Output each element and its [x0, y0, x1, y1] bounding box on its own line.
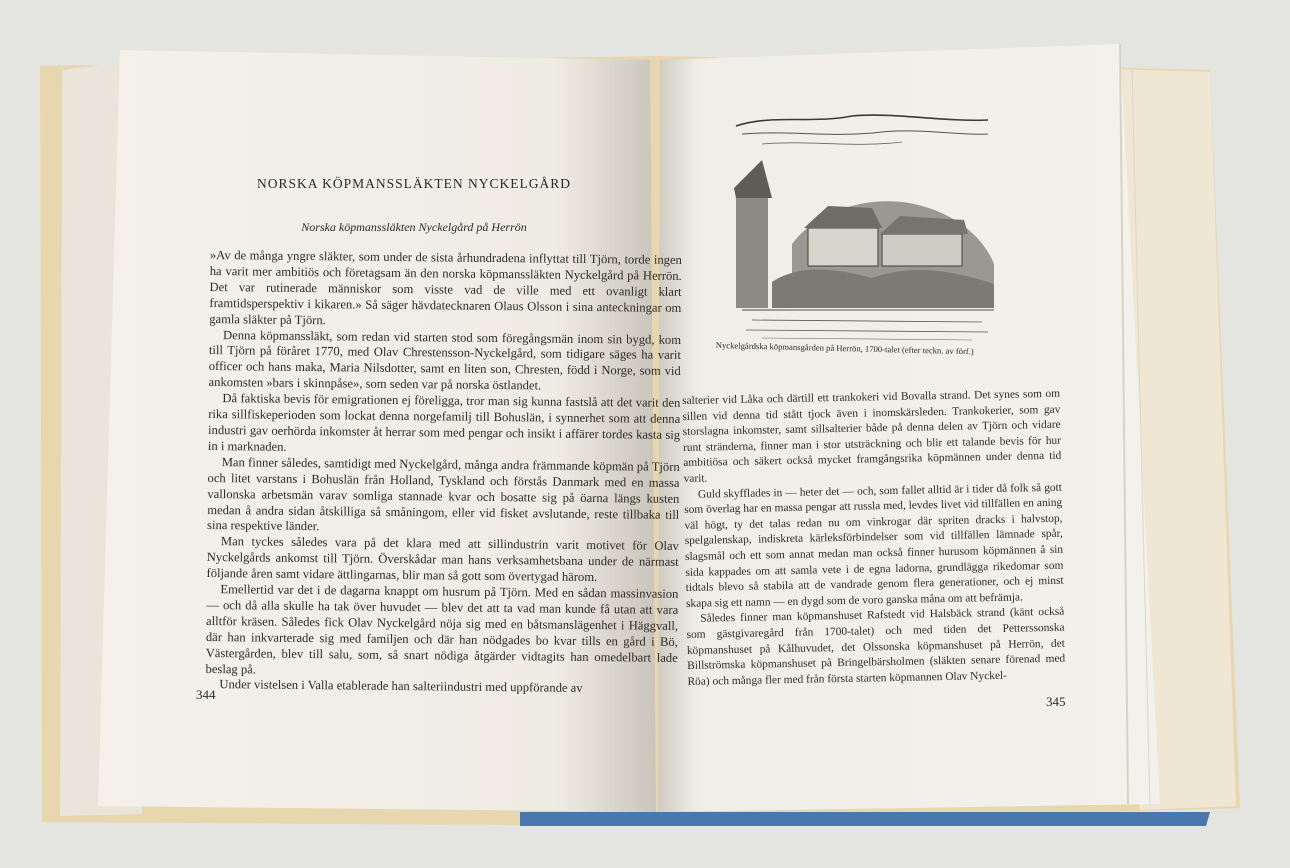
paragraph: Man tyckes således vara på det klara med att sillindustrin varit motivet för Olav Nyckelgårds ankomst till Tjörn. Överskådar man hans verksamhetsbana under de närmast följande åren samt vidare ättlingarnas, blir man så gott som övertygad härom.: [206, 534, 679, 585]
left-page: [140, 60, 682, 810]
paragraph: »Av de många yngre släkter, som under de sista århundradena inflyttat till Tjörn, torde ingen ha varit mer ambitiös och företagsam än den norska köpmanssläkten Nyckelgård på Herrön. Det var rutinerade människor som visste vad de ville med ett ovanligt klart framtidsperspektiv i kikaren.» Så säger hävdatecknaren Olaus Olsson i sina anteckningar om gamla släkter på Tjörn.: [209, 248, 682, 327]
right-page: [668, 70, 1128, 790]
paragraph: Guld skyfflades in — heter det — och, som fallet alltid är i tider då folk så gott som överlag har en massa pengar att russla med, levdes livet vid tillfällen en aning väl högt, ty det talas redan nu om vinkrogar där spriten dracks i halvstop, spelgalenskap, indiskreta kärleksförbindelser som vid tillfällen lämnade spår, slagsmål och ett som annat medan man också finner hurusom köpmännen å sin sida kappades om att samla vete i de egna ladorna, grundlägga rikedomar som tidtals blevo så stabila att de vandrade genom flera generationer, och ej minst skapa sig ett namn — en dygd som de voro ganska måna om att befrämja.: [684, 481, 1064, 610]
paragraph: Under vistelsen i Valla etablerade han salteriindustri med uppförande av: [219, 677, 583, 696]
chapter-subtitle: Norska köpmanssläkten Nyckelgård på Herrön: [301, 220, 527, 234]
right-body-text: [682, 387, 1066, 690]
paragraph: Således finner man köpmanshuset Rafstedt vid Halsbäck strand (känt också som gästgivaregård från 1700-talet) och med tiden det Petterssonska köpmanshuset på Kålhuvudet, det Olssonska köpmanshuset på Herrön, det Billströmska köpmanshuset på Bringelbärsholmen (släkten senare förenad med Röa) och många fler med från första starten köpmannen Olav Nyckel-: [686, 606, 1066, 688]
paragraph: Man finner således, samtidigt med Nyckelgård, många andra främmande köpmän på Tjörn och litet varstans i Bohuslän från Holland, Tyskland och förstås Danmark med en massa vallonska arbetsmän varav somliga stannade kvar och bosatte sig på öarna längs kusten medan å andra sidan åtskilliga så småningom, eller vid fisket avslutande, reste tillbaka till sina respektive länder.: [207, 454, 680, 534]
left-body-text: [205, 248, 682, 698]
paragraph: Denna köpmanssläkt, som redan vid starten stod som föregångsmän inom sin bygd, kom till Tjörn på föråret 1770, med Olav Chrestensson-Nyckelgård, som tidigare säges ha varit officer och hans maka, Maria Nilsdotter, samt en liten son, Chresten, född i Norge, som vid ankomsten »bars i skinnpåse», som seden var på norska östlandet.: [208, 327, 682, 393]
house-sketch-icon: [732, 94, 998, 344]
paragraph: Emellertid var det i de dagarna knappt om husrum på Tjörn. Med en sådan massinvasion — och då alla skulle ha tak över huvudet — blev det att ta vad man kunde få utan att vara alltför kräsen. Således fick Olav Nyckelgård nöja sig med en båtsmanslägenhet i Häggvall, där han inkvarterade sig med familjen och där han nödgades bo kvar tills en gård i Bö, Västergården, blev till salu, som, så snart nödiga åtgärder vidtagits han omedelbart lade beslag på.: [205, 582, 679, 677]
chapter-title: NORSKA KÖPMANSSLÄKTEN NYCKELGÅRD: [256, 176, 572, 191]
paragraph: salterier vid Låka och därtill ett trankokeri vid Bovalla strand. Det synes som om sillen vid denna tid stått tjock även i inomskärsleden. Trankokerier, som gav storslagna inkomster, samt sillsalterier både på denna delen av Tjörn och vidare runt stränderna, finner man i stor utsträckning och blir ett talande bevis för hur ambitiösa och säkert också mycket framgångsrika köpmännen under denna tid varit.: [682, 387, 1062, 485]
page-number-left: 344: [196, 687, 216, 702]
paragraph: Då faktiska bevis för emigrationen ej föreligga, tror man sig kunna fastslå att det varit den rika sillfiskeperioden som lockat denna norgefamilj till Bohuslän, i synnerhet som att denna industri gav oerhörda inkomster åt herrar som med pengar och insikt i affärer tordes kasta sig in i marknaden.: [207, 391, 681, 454]
page-number-right: 345: [1046, 694, 1066, 709]
illustration-caption: Nyckelgårdska köpmansgården på Herrön, 1700-talet (efter teckn. av förf.): [715, 340, 974, 357]
